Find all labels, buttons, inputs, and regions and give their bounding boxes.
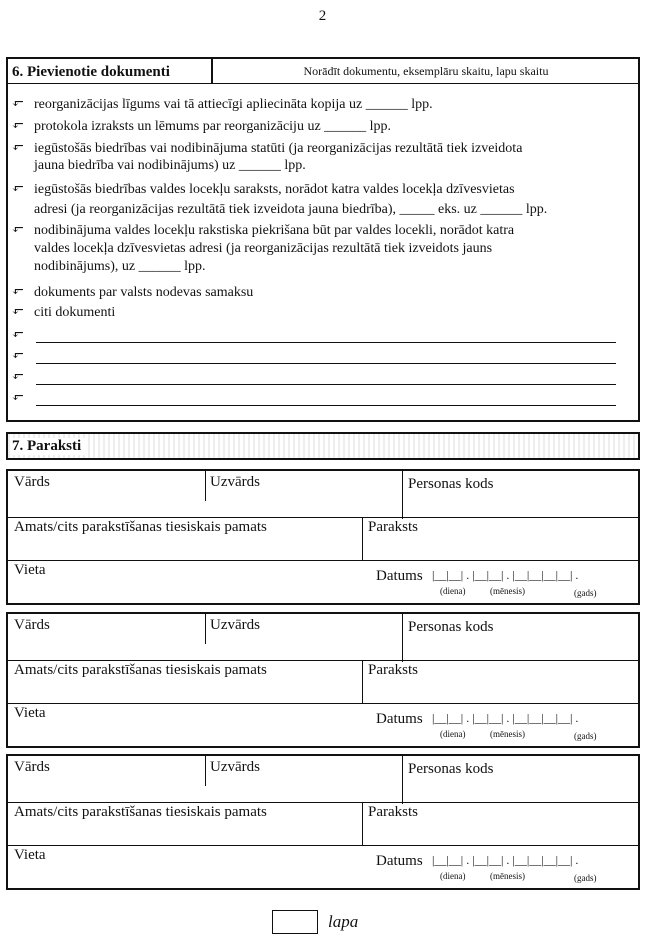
fill-line[interactable]	[36, 405, 616, 406]
paraksts-label: Paraksts	[368, 519, 418, 535]
section-7-title: 7. Paraksti	[12, 438, 85, 455]
vards-label: Vārds	[14, 474, 50, 490]
checkbox-icon[interactable]: ⬐	[12, 223, 24, 238]
doc-item-text: iegūstošās biedrības vai nodibinājuma statūti (ja reorganizācijas rezultātā tiek izveidota	[34, 141, 523, 156]
doc-item-3[interactable]	[12, 140, 638, 174]
divider	[205, 471, 206, 501]
vieta-label: Vieta	[14, 562, 46, 578]
doc-item-1[interactable]	[12, 96, 638, 113]
checkbox-icon[interactable]: ⬐	[12, 370, 24, 385]
datums-label: Datums	[376, 711, 423, 727]
fill-line[interactable]	[36, 363, 616, 364]
section-6-note: Norādīt dokumentu, eksemplāru skaitu, lapu skaitu	[303, 64, 549, 78]
page-count-box[interactable]	[272, 910, 318, 934]
signature-block-2	[6, 612, 640, 748]
doc-item-text: nodibinājums), uz ______ lpp.	[34, 259, 206, 274]
month-caption: (mēnesis)	[490, 586, 525, 596]
year-caption: (gads)	[574, 873, 597, 883]
day-caption: (diena)	[440, 729, 466, 739]
other-doc-row-1[interactable]	[12, 327, 638, 344]
divider	[205, 756, 206, 786]
doc-item-7[interactable]	[12, 304, 638, 321]
divider	[402, 471, 403, 519]
other-doc-row-4[interactable]	[12, 390, 638, 407]
row-divider	[8, 517, 638, 518]
paraksts-label: Paraksts	[368, 662, 418, 678]
divider	[362, 660, 363, 703]
amats-label: Amats/cits parakstīšanas tiesiskais pamats	[14, 804, 267, 820]
fill-line[interactable]	[36, 384, 616, 385]
day-caption: (diena)	[440, 871, 466, 881]
section-7-header	[6, 432, 640, 460]
row-divider	[8, 845, 638, 846]
datums-label: Datums	[376, 568, 423, 584]
doc-item-text: reorganizācijas līgums vai tā attiecīgi apliecināta kopija uz ______ lpp.	[34, 97, 433, 112]
doc-item-text: valdes locekļa dzīvesvietas adresi (ja reorganizācijas rezultātā tiek izveidots jauns	[34, 241, 493, 256]
row-divider	[8, 703, 638, 704]
checkbox-icon[interactable]: ⬐	[12, 328, 24, 343]
personas-kods-label: Personas kods	[408, 619, 494, 635]
divider	[402, 614, 403, 662]
date-input[interactable]: |__|__| . |__|__| . |__|__|__|__| .	[432, 711, 579, 725]
lapa-label: lapa	[328, 912, 359, 931]
row-divider	[8, 560, 638, 561]
row-divider	[8, 802, 638, 803]
doc-item-6[interactable]	[12, 284, 638, 301]
datums-label: Datums	[376, 853, 423, 869]
uzvards-label: Uzvārds	[210, 474, 260, 490]
doc-item-text: adresi (ja reorganizācijas rezultātā tiek izveidota jauna biedrība), _____ eks. uz ______ lpp.	[34, 202, 548, 217]
other-doc-row-3[interactable]	[12, 369, 638, 386]
paraksts-label: Paraksts	[368, 804, 418, 820]
doc-item-text: citi dokumenti	[34, 305, 116, 320]
checkbox-icon[interactable]: ⬐	[12, 182, 24, 197]
vards-label: Vārds	[14, 617, 50, 633]
month-caption: (mēnesis)	[490, 871, 525, 881]
divider	[362, 517, 363, 560]
divider	[362, 802, 363, 845]
doc-item-text: nodibinājuma valdes locekļu rakstiska piekrišana būt par valdes locekli, norādot katra	[34, 223, 515, 238]
section-6-title: 6. Pievienotie dokumenti	[12, 64, 170, 80]
date-input[interactable]: |__|__| . |__|__| . |__|__|__|__| .	[432, 853, 579, 867]
checkbox-icon[interactable]: ⬐	[12, 119, 24, 134]
uzvards-label: Uzvārds	[210, 617, 260, 633]
doc-item-text: protokola izraksts un lēmums par reorganizāciju uz ______ lpp.	[34, 119, 392, 134]
personas-kods-label: Personas kods	[408, 761, 494, 777]
checkbox-icon[interactable]: ⬐	[12, 97, 24, 112]
checkbox-icon[interactable]: ⬐	[12, 349, 24, 364]
header-divider	[211, 59, 213, 83]
year-caption: (gads)	[574, 588, 597, 598]
row-divider	[8, 660, 638, 661]
checkbox-icon[interactable]: ⬐	[12, 391, 24, 406]
vieta-label: Vieta	[14, 847, 46, 863]
checkbox-icon[interactable]: ⬐	[12, 285, 24, 300]
doc-item-text: jauna biedrība vai nodibinājums) uz ______ lpp.	[34, 158, 306, 173]
amats-label: Amats/cits parakstīšanas tiesiskais pamats	[14, 662, 267, 678]
fill-line[interactable]	[36, 342, 616, 343]
divider	[402, 756, 403, 804]
personas-kods-label: Personas kods	[408, 476, 494, 492]
other-doc-row-2[interactable]	[12, 348, 638, 365]
checkbox-icon[interactable]: ⬐	[12, 305, 24, 320]
doc-item-5[interactable]	[12, 222, 638, 273]
doc-item-2[interactable]	[12, 118, 638, 135]
page-number: 2	[318, 8, 327, 24]
vieta-label: Vieta	[14, 705, 46, 721]
date-input[interactable]: |__|__| . |__|__| . |__|__|__|__| .	[432, 568, 579, 582]
doc-item-text: dokuments par valsts nodevas samaksu	[34, 285, 254, 300]
uzvards-label: Uzvārds	[210, 759, 260, 775]
checkbox-icon[interactable]: ⬐	[12, 141, 24, 156]
doc-item-4[interactable]	[12, 181, 638, 215]
month-caption: (mēnesis)	[490, 729, 525, 739]
amats-label: Amats/cits parakstīšanas tiesiskais pamats	[14, 519, 267, 535]
day-caption: (diena)	[440, 586, 466, 596]
divider	[205, 614, 206, 644]
vards-label: Vārds	[14, 759, 50, 775]
signature-block-3	[6, 754, 640, 890]
signature-block-1	[6, 469, 640, 605]
year-caption: (gads)	[574, 731, 597, 741]
doc-item-text: iegūstošās biedrības valdes locekļu saraksts, norādot katra valdes locekļa dzīvesvietas	[34, 182, 515, 197]
